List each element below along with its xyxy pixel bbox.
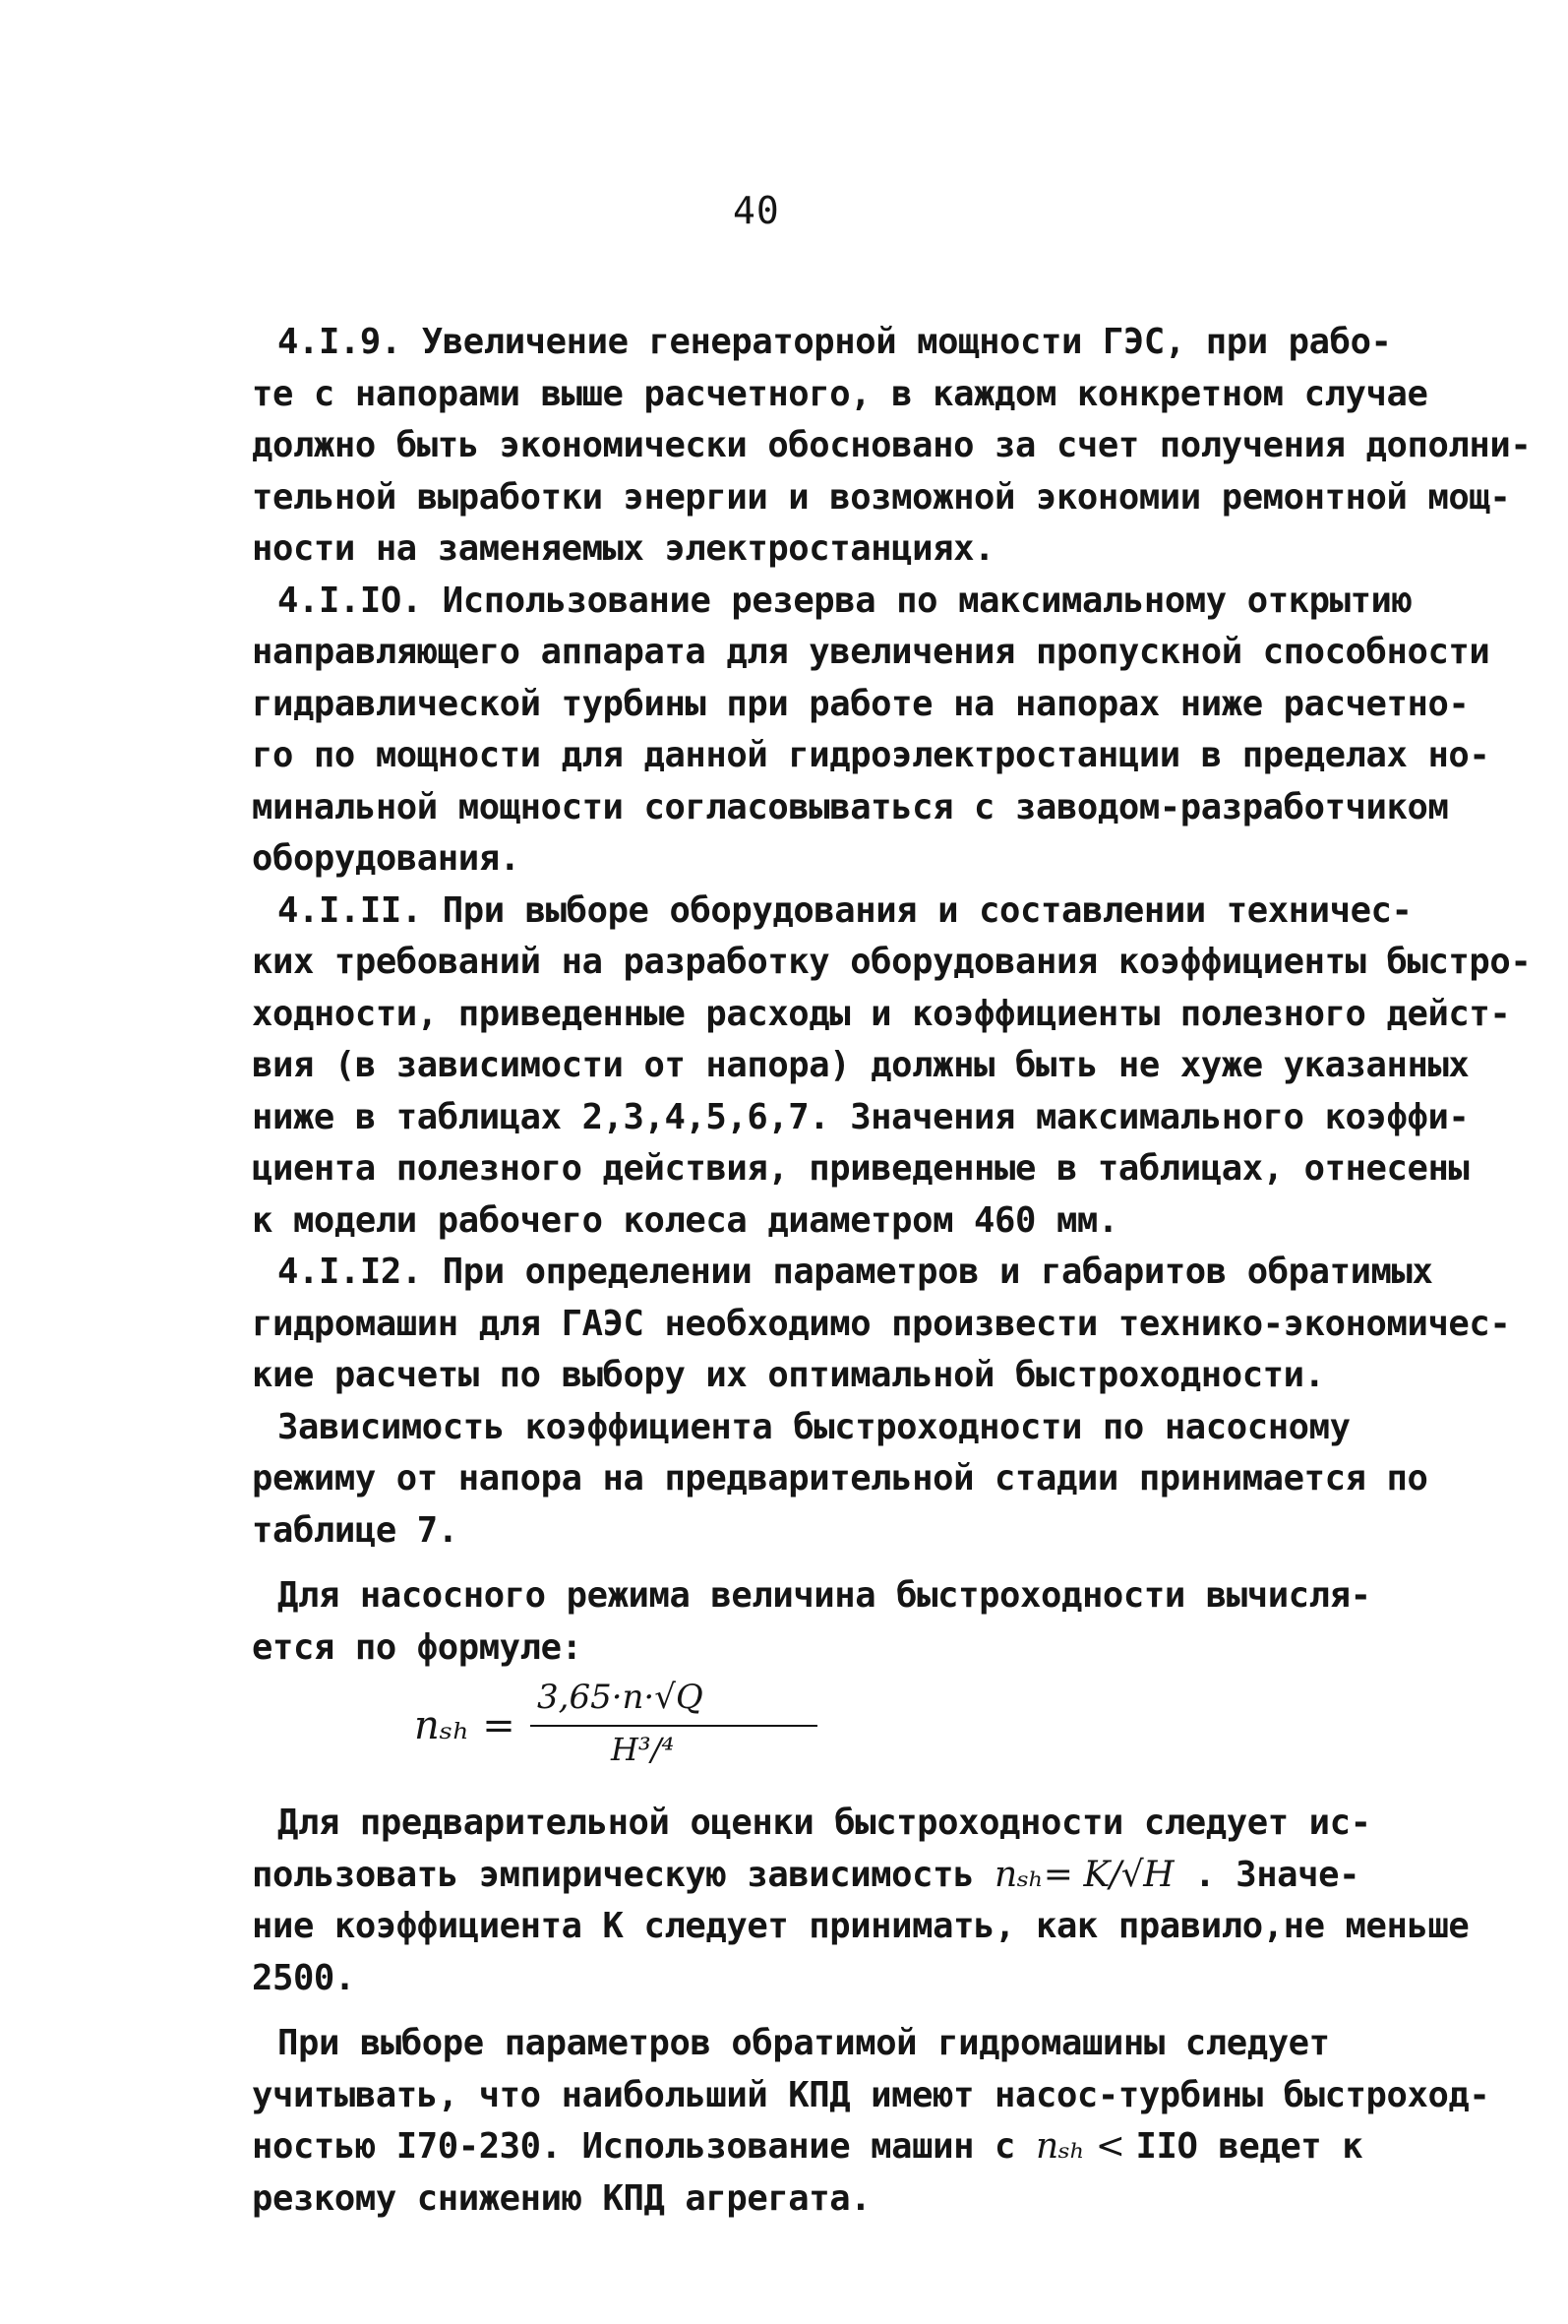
text-line: минальной мощности согласовываться с заводом-разработчиком — [252, 786, 1449, 827]
text-line: ких требований на разработку оборудования коэффициенты быстро- — [252, 942, 1532, 982]
dependence-paragraph — [252, 1402, 1428, 1558]
text-line: 4.I.I2. При определении параметров и габаритов обратимых — [277, 1252, 1433, 1292]
section-4-1-9 — [252, 317, 1532, 576]
text-line: к модели рабочего колеса диаметром 460 мм. — [252, 1199, 1118, 1241]
text-line: го по мощности для данной гидроэлектростанции в пределах но- — [252, 735, 1490, 775]
text-line: кие расчеты по выбору их оптимальной быстроходности. — [252, 1355, 1325, 1395]
text-fragment: IIO ведет к — [1135, 2126, 1363, 2167]
text-line — [252, 1850, 1413, 1902]
reversible-paragraph — [252, 2018, 1490, 2225]
formula-lhs: nₛₕ = — [414, 1703, 515, 1748]
specific-speed-symbol: nₛₕ < — [1035, 2126, 1136, 2167]
text-line: ности на заменяемых электростанциях. — [252, 528, 995, 569]
text-line: 4.I.II. При выборе оборудования и составлении техничес- — [277, 889, 1413, 931]
section-4-1-12 — [252, 1247, 1511, 1402]
section-4-1-10 — [252, 576, 1490, 886]
text-line: Для насосного режима величина быстроходности вычисля- — [277, 1575, 1371, 1616]
text-line: таблице 7. — [252, 1509, 458, 1551]
text-line: 4.I.IO. Использование резерва по максимальному открытию — [277, 580, 1413, 621]
text-line: гидромашин для ГАЭС необходимо произвести технико-экономичес- — [252, 1303, 1511, 1344]
formula-denominator: H³/⁴ — [611, 1731, 675, 1768]
page-number: 40 — [733, 189, 780, 232]
text-line: 2500. — [252, 1957, 355, 1998]
text-line: должно быть экономически обосновано за счет получения дополни- — [252, 425, 1532, 465]
text-line: направляющего аппарата для увеличения пропускной способности — [252, 632, 1490, 672]
text-line: оборудования. — [252, 838, 520, 879]
text-line: циента полезного действия, приведенные в таблицах, отнесены — [252, 1148, 1470, 1189]
empirical-formula: nₛₕ= K/√H — [995, 1854, 1175, 1895]
text-line: Для предварительной оценки быстроходности следует ис- — [277, 1803, 1371, 1843]
section-4-1-11 — [252, 886, 1532, 1248]
fraction-bar — [530, 1725, 817, 1727]
pump-mode-paragraph — [252, 1570, 1413, 1674]
text-fragment: ностью I70-230. Использование машин с — [252, 2126, 1036, 2167]
text-line — [252, 2121, 1413, 2173]
text-line: При выборе параметров обратимой гидромашины следует — [277, 2023, 1330, 2063]
specific-speed-formula — [414, 1678, 1413, 1784]
text-line: ниже в таблицах 2,3,4,5,6,7. Значения максимального коэффи- — [252, 1096, 1470, 1137]
text-line: 4.I.9. Увеличение генераторной мощности ГЭС, при рабо- — [277, 322, 1392, 362]
text-line: ется по формуле: — [252, 1626, 582, 1668]
text-line: ние коэффициента К следует принимать, как правило,не меньше — [252, 1906, 1470, 1946]
text-line: те с напорами выше расчетного, в каждом конкретном случае — [252, 373, 1428, 414]
text-fragment: пользовать эмпирическую зависимость — [252, 1854, 995, 1895]
text-line: Зависимость коэффициента быстроходности по насосному — [277, 1406, 1351, 1447]
text-line: режиму от напора на предварительной стадии принимается по — [252, 1458, 1428, 1498]
text-line: учитывать, что наибольший КПД имеют насос-турбины быстроход- — [252, 2074, 1490, 2115]
text-line: вия (в зависимости от напора) должны быть не хуже указанных — [252, 1045, 1470, 1085]
estimate-paragraph — [252, 1798, 1470, 2004]
text-line: резкому снижению КПД агрегата. — [252, 2177, 872, 2219]
formula-numerator: 3,65·n·√Q — [537, 1678, 703, 1717]
text-line: гидравлической турбины при работе на напорах ниже расчетно- — [252, 683, 1470, 724]
text-line: ходности, приведенные расходы и коэффициенты полезного дейст- — [252, 993, 1511, 1034]
text-line: тельной выработки энергии и возможной экономии ремонтной мощ- — [252, 476, 1511, 518]
document-body — [252, 317, 1532, 2225]
text-fragment: . Значе- — [1174, 1854, 1360, 1895]
